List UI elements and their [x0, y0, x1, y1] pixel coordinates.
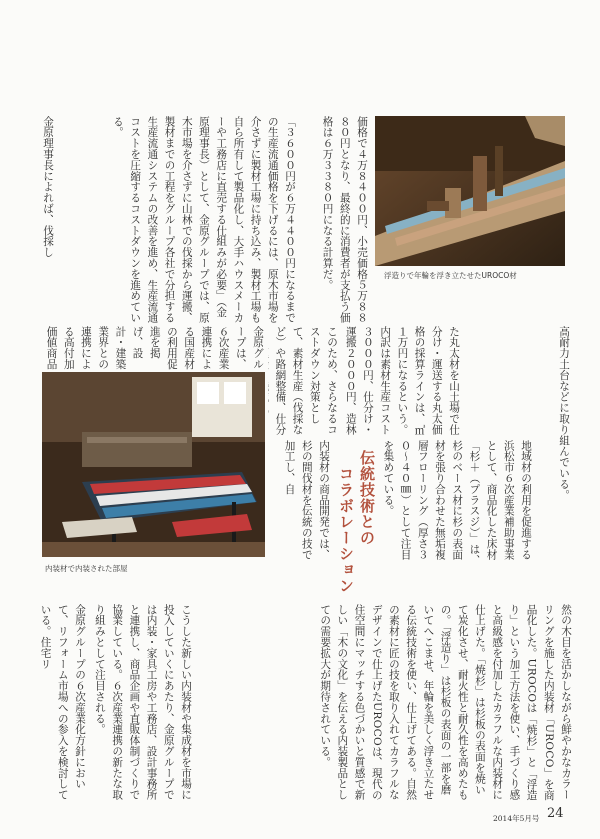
text-mid-block-4: 高耐力土台などに取り組んでいる。 — [558, 326, 570, 501]
photo-interior-room-image — [42, 372, 265, 557]
section-heading-line2: コラボレーション — [337, 466, 355, 594]
text-mid-block-6: 内装材の商品開発では、杉の間伐材を伝統の技で加工し、自 — [283, 440, 330, 560]
text-top-block-3: 金原理事長によれば、伐採し — [42, 116, 54, 258]
text-mid-block-3: 金原グループは、６次産業連携による国産材の利用促進を掲げ、設計・建築業界との連携による高付加価値商品 — [46, 326, 264, 370]
photo-caption-top-right: 浮造りで年輪を浮き立たせたUROCO材 — [384, 271, 517, 280]
section-heading-line1: 伝統技術との — [358, 450, 376, 546]
text-top-block-1: 価格で４万８４００円、小売価格５万８８８０円となり、最終的に消費者が支払う価格は６万３３８０円になる計算だ。 — [321, 116, 368, 324]
text-bottom-block-2: こうした新しい内装材や集成材を市場に投入していくにあたり、金原グループでは内装・家具工房や工務店、設計事務所と連携し、商品企画や直販体制づくりで協業している。６次産業連携の新たな取り組みとして注目される。 — [93, 604, 192, 801]
text-top-block-2: 「３６００円が６万４４００円になるまでの生産流通価格を下げるには、原木市場を介さずに製材工場に持ち込み、製材工場も自ら所有して製品化し、大手ハウスメーカーや工務店に直売する仕組みが必要」（金原理事長）として、金原グループでは、原木市場を介さずに山林での伐採から運搬、製材までの工程をグループ各社で分担する生産流通システムの改善を進め、生産流通コストを圧縮するコストダウンを進めている。 — [111, 116, 296, 324]
text-mid-block-1: た丸太材を山土場で仕分け・運送する丸太価格の採算ラインは、㎥１万円になるという。内訳は素材生産コスト３０００円、仕分け・運搬２０００円、造林 — [344, 326, 460, 435]
text-bottom-block-1: 然の木目を活かしながら鮮やかなカラーリングを施した内装材「UROCO」を商品化した。UROCOは「焼杉」と「浮造り」という加工方法を使い、手づくり感と高級感を付加したカラフルな内装材に仕上げた。「焼杉」は杉板の表面を焼いて炭化させ、耐火性と耐久性を高めたもの。「浮造り」は杉板の表面の一部を磨いてへこませ、年輪を美しく浮き立たせる伝統技術を使い、仕上げてある。自然の素材に匠の技を取り入れてカラフルなデザインで仕上げたUROCOは、現代の住空間にマッチする色づかいと質感で新しい「木の文化」を伝える内装製品としての需要拡大が期待されている。 — [319, 604, 572, 801]
photo-uroco-wood-beams — [375, 116, 565, 266]
text-mid-block-2: このため、さらなるコストダウン対策として、素材生産（伐採など）や路網整備、仕分 — [274, 326, 338, 435]
page-number: 24 — [547, 806, 564, 821]
issue-date: 2014年5月号 — [493, 814, 540, 823]
photo-uroco-wood-beams-image — [375, 116, 565, 266]
text-bottom-block-3: 金原グループの６次産業化方針において、リフォーム市場への参入を検討している。住宅リ — [39, 604, 86, 801]
text-mid-block-5: 地域材の利用を促進する浜松市６次産業補助事業として、商品化した床材「杉＋（プラスジ）」は、杉のベース材に杉の表面材を張り合わせた無垢複層フローリング（厚さ３０〜４０㎜）として注目を集めている。 — [382, 440, 532, 566]
photo-caption-middle-left: 内装材で内装された部屋 — [45, 564, 128, 573]
photo-interior-room — [42, 372, 265, 557]
